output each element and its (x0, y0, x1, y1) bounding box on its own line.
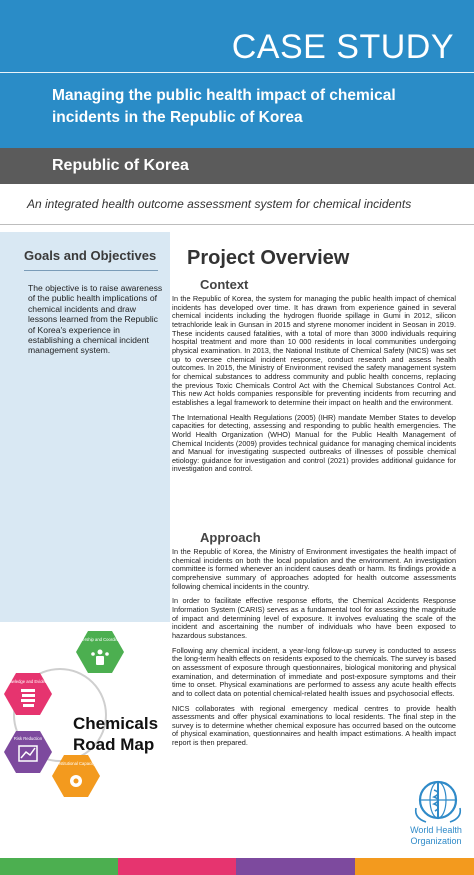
footer-strip-orange (355, 858, 474, 875)
road-map-title-line1: Chemicals (73, 714, 159, 733)
risk-reduction-segment (4, 731, 52, 773)
context-heading: Context (200, 277, 249, 292)
approach-paragraph: NICS collaborates with regional emergency medical centres to provide health assessments and offer physical examinations to local residents. The final step in the survey is to determine whether chemical exposure has occurred based on the outcome of physical examination, questionnaires and health impact estimations. A health impact report is then prepared. (172, 703, 456, 748)
footer-strip-pink (118, 858, 236, 875)
road-map-title-line2: Road Map (73, 735, 155, 754)
document-subtitle: An integrated health outcome assessment system for chemical incidents (27, 197, 412, 211)
approach-paragraph: Following any chemical incident, a year-long follow-up survey is conducted to assess the long-term health effects on residents exposed to the chemicals. The survey is based on assessment of exposure through questionnaires, biological monitoring and physical examination, and determination of immediate and post-exposure symptoms and their time to onset. Physical examinations are performed to assess any acute health effects and to collect data on potential chemical-related health issues and psychosocial effects. (172, 645, 456, 698)
approach-body (172, 548, 456, 754)
context-paragraph: In the Republic of Korea, the system for managing the public health impact of chemical incidents has developed over time. It has drawn from experience gained in several chemical incidents including the hydrogen fluoride spillage in Gumi in 2012, silicon tetrachloride leak in Gunsan in 2015 and styrene monomer incident in Seosan in 2019. These incidents caused fatalities, with a total of more than 3000 individuals requiring hospital treatment and more than 10 000 residents in local communities undergoing physical examination. In 2013, the National Institute of Chemical Safety (NICS) was set up to oversee chemical incident response, conduct research and assess health outcomes. In 2015, the Ministry of Environment revised the safety management system for chemical substances to address community and public health concerns, replacing the previous Toxic Chemicals Control Act with the Chemical Substances Control Act. This new Act holds companies responsible for preventing incidents from recurring and establishes a legal framework to determine their impact on health and the environment. (172, 294, 456, 407)
leadership-label: Leadership and Coordination (73, 637, 127, 642)
institutional-segment (52, 755, 100, 797)
approach-paragraph: In order to facilitate effective response efforts, the Chemical Accidents Response Information System (CARIS) serves as a fundamental tool for assessing the magnitude of impact and determining level of exposure. It involves evaluating the scale of the incident and ascertaining the number of individuals who have been exposed to hazardous substances. (172, 596, 456, 640)
knowledge-segment (4, 673, 52, 715)
subtitle-divider (0, 224, 474, 225)
approach-heading: Approach (200, 530, 261, 545)
road-map-title (73, 713, 158, 755)
country-bar (0, 148, 474, 184)
footer-strip-green (0, 858, 118, 875)
case-study-label: CASE STUDY (231, 28, 454, 66)
gear-icon (70, 775, 82, 787)
context-paragraph: The International Health Regulations (2005) (IHR) mandate Member States to develop capacities for detecting, assessing and responding to public health emergencies. The World Health Organization (WHO) Manual for the Public Health Management of Chemical Incidents (2009) provides technical guidance for managing chemical incidents and Manual for investigating suspected outbreaks of illnesses of possible chemical etiology: guidance for investigation and control (2021) provides additional guidance for investigation and control. (172, 412, 456, 474)
knowledge-label: Knowledge and Evidence (4, 679, 52, 684)
context-body (172, 295, 456, 480)
who-name-line1: World Health (410, 825, 462, 835)
project-overview-title: Project Overview (187, 247, 350, 269)
risk-label: Risk Reduction (13, 736, 43, 741)
who-name (400, 825, 472, 846)
who-emblem-icon (408, 778, 468, 826)
goals-title: Goals and Objectives (24, 248, 157, 263)
document-headline: Managing the public health impact of chemical incidents in the Republic of Korea (52, 87, 396, 126)
goals-divider (24, 270, 158, 271)
who-name-line2: Organization (410, 835, 462, 846)
leadership-segment (73, 631, 127, 673)
institutional-label: Institutional Capacity (56, 761, 96, 766)
goals-text: The objective is to raise awareness of the public health implications of chemical incidents and draw lessons learned from the Republic of Korea's experience in establishing a chemical incident management system. (28, 283, 163, 356)
country-name: Republic of Korea (52, 157, 189, 174)
header-divider (0, 72, 474, 73)
footer-strip-purple (236, 858, 355, 875)
approach-paragraph: In the Republic of Korea, the Ministry of Environment investigates the health impact of chemical incidents on both the local population and the environment. An investigation committee is formed whenever an incident causes death or harm. Its findings provide a comprehensive summary of approaches adopted for health outcome assessments following chemical incidents in the country. (172, 547, 456, 591)
